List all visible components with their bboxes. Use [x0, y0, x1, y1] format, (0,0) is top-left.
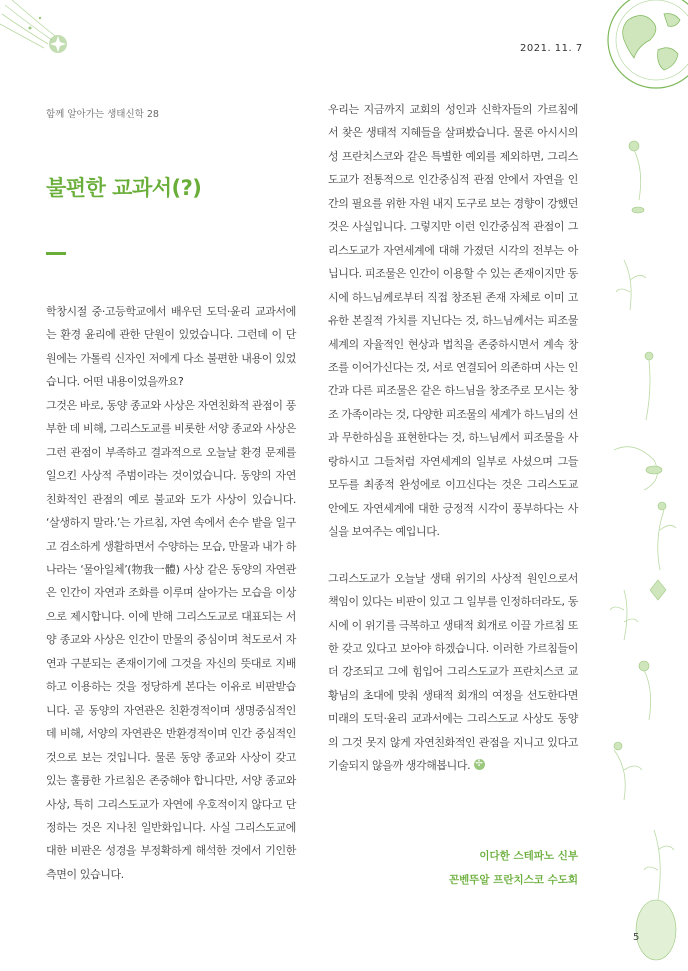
series-label: 함께 알아가는 생태신학 28 [46, 109, 159, 120]
author-name: 이다한 스테파노 신부 [479, 850, 578, 862]
globe-illustration [598, 0, 688, 100]
paragraph-text: 그리스도교가 오늘날 생태 위기의 사상적 원인으로서 책임이 있다는 비판이 있고 그 일부를 인정하더라도, 동시에 이 위기를 극복하고 생태적 회개로 이끌 가르침 또한 갖고 있다고 보아야 하겠습니다. 이러한 가르침들이 더 강조되고 그에 힘입어 그리스도교가 프란치스코 교황님의 초대에 맞춰 생태적 회개의 여정을 선도한다면 미래의 도덕·윤리 교과서에는 그리스도교 사상도 동양의 그것 못지 않게 자연친화적인 관점을 지니고 있다고 기술되지 않을까 생각해봅니다. [328, 571, 578, 773]
left-column [46, 300, 296, 886]
issue-date: 2021. 11. 7 [520, 43, 583, 54]
author-signature [328, 844, 578, 892]
end-mark-icon [474, 759, 485, 770]
paragraph [328, 567, 578, 778]
plant-illustration [594, 110, 688, 971]
article-title: 불편한 교과서(?) [46, 176, 202, 200]
title-divider [46, 252, 66, 255]
author-order: 꼰벤뚜알 프란치스코 수도회 [448, 874, 578, 886]
right-column [328, 98, 578, 778]
paragraph: 학창시절 중·고등학교에서 배우던 도덕·윤리 교과서에는 환경 윤리에 관한 단원이 있었습니다. 그런데 이 단원에는 가톨릭 신자인 저에게 다소 불편한 내용이 있었습니다. 어떤 내용이었을까요? [46, 305, 296, 389]
paragraph: 그것은 바로, 동양 종교와 사상은 자연친화적 관점이 풍부한 데 비해, 그리스도교를 비롯한 서양 종교와 사상은 그런 관점이 부족하고 결과적으로 오늘날 환경 문제를 일으킨 사상적 주범이라는 것이었습니다. 동양의 자연친화적인 관점의 예로 불교와 도가 사상이 있습니다. ‘살생하지 말라.’는 가르침, 자연 속에서 손수 밭을 일구고 검소하게 생활하면서 수양하는 모습, 만물과 내가 하나라는 ‘물아일체’(物我一體) 사상 같은 동양의 자연관은 인간이 자연과 조화를 이루며 살아가는 모습을 이상으로 제시합니다. 이에 반해 그리스도교로 대표되는 서양 종교와 사상은 인간이 만물의 중심이며 척도로서 자연과 구분되는 존재이기에 그것을 자신의 뜻대로 지배하고 이용하는 것을 정당하게 본다는 이유로 비판받습니다. 곧 동양의 자연관은 친환경적이며 생명중심적인데 비해, 서양의 자연관은 반환경적이며 인간 중심적인 것으로 보는 것입니다. 물론 동양 종교와 사상이 갖고 있는 훌륭한 가르침은 존중해야 합니다만, 서양 종교와 사상, 특히 그리스도교가 자연에 우호적이지 않다고 단정하는 것은 지나친 일반화입니다. 사실 그리스도교에 대한 비판은 성경을 부정확하게 해석한 것에서 기인한 측면이 있습니다. [46, 398, 296, 881]
page-number: 5 [633, 932, 640, 943]
shooting-star-illustration [0, 0, 90, 70]
paragraph: 우리는 지금까지 교회의 성인과 신학자들의 가르침에서 찾은 생태적 지혜들을 살펴봤습니다. 물론 아시시의 성 프란치스코와 같은 특별한 예외를 제외하면, 그리스도교가 전통적으로 인간중심적 관점 안에서 자연을 인간의 필요를 위한 자원 내지 도구로 보는 경향이 강했던 것은 사실입니다. 그렇지만 이런 인간중심적 관점이 그리스도교가 자연세계에 대해 가졌던 시각의 전부는 아닙니다. 피조물은 인간이 이용할 수 있는 존재이지만 동시에 하느님께로부터 직접 창조된 존재 자체로 이미 고유한 본질적 가치를 지닌다는 것, 하느님께서는 피조물 세계의 자율적인 현상과 법칙을 존중하시면서 계속 창조를 이어가신다는 것, 서로 연결되어 의존하며 사는 인간과 다른 피조물은 같은 하느님을 창조주로 모시는 창조 가족이라는 것, 다양한 피조물의 세계가 하느님의 선과 무한하심을 표현한다는 것, 하느님께서 피조물을 사랑하시고 그들처럼 자연세계의 일부로 사셨으며 그들 모두를 최종적 완성에로 이끄신다는 것은 그리스도교 안에도 자연세계에 대한 긍정적 시각이 풍부하다는 사실을 보여주는 예입니다. [328, 103, 578, 539]
